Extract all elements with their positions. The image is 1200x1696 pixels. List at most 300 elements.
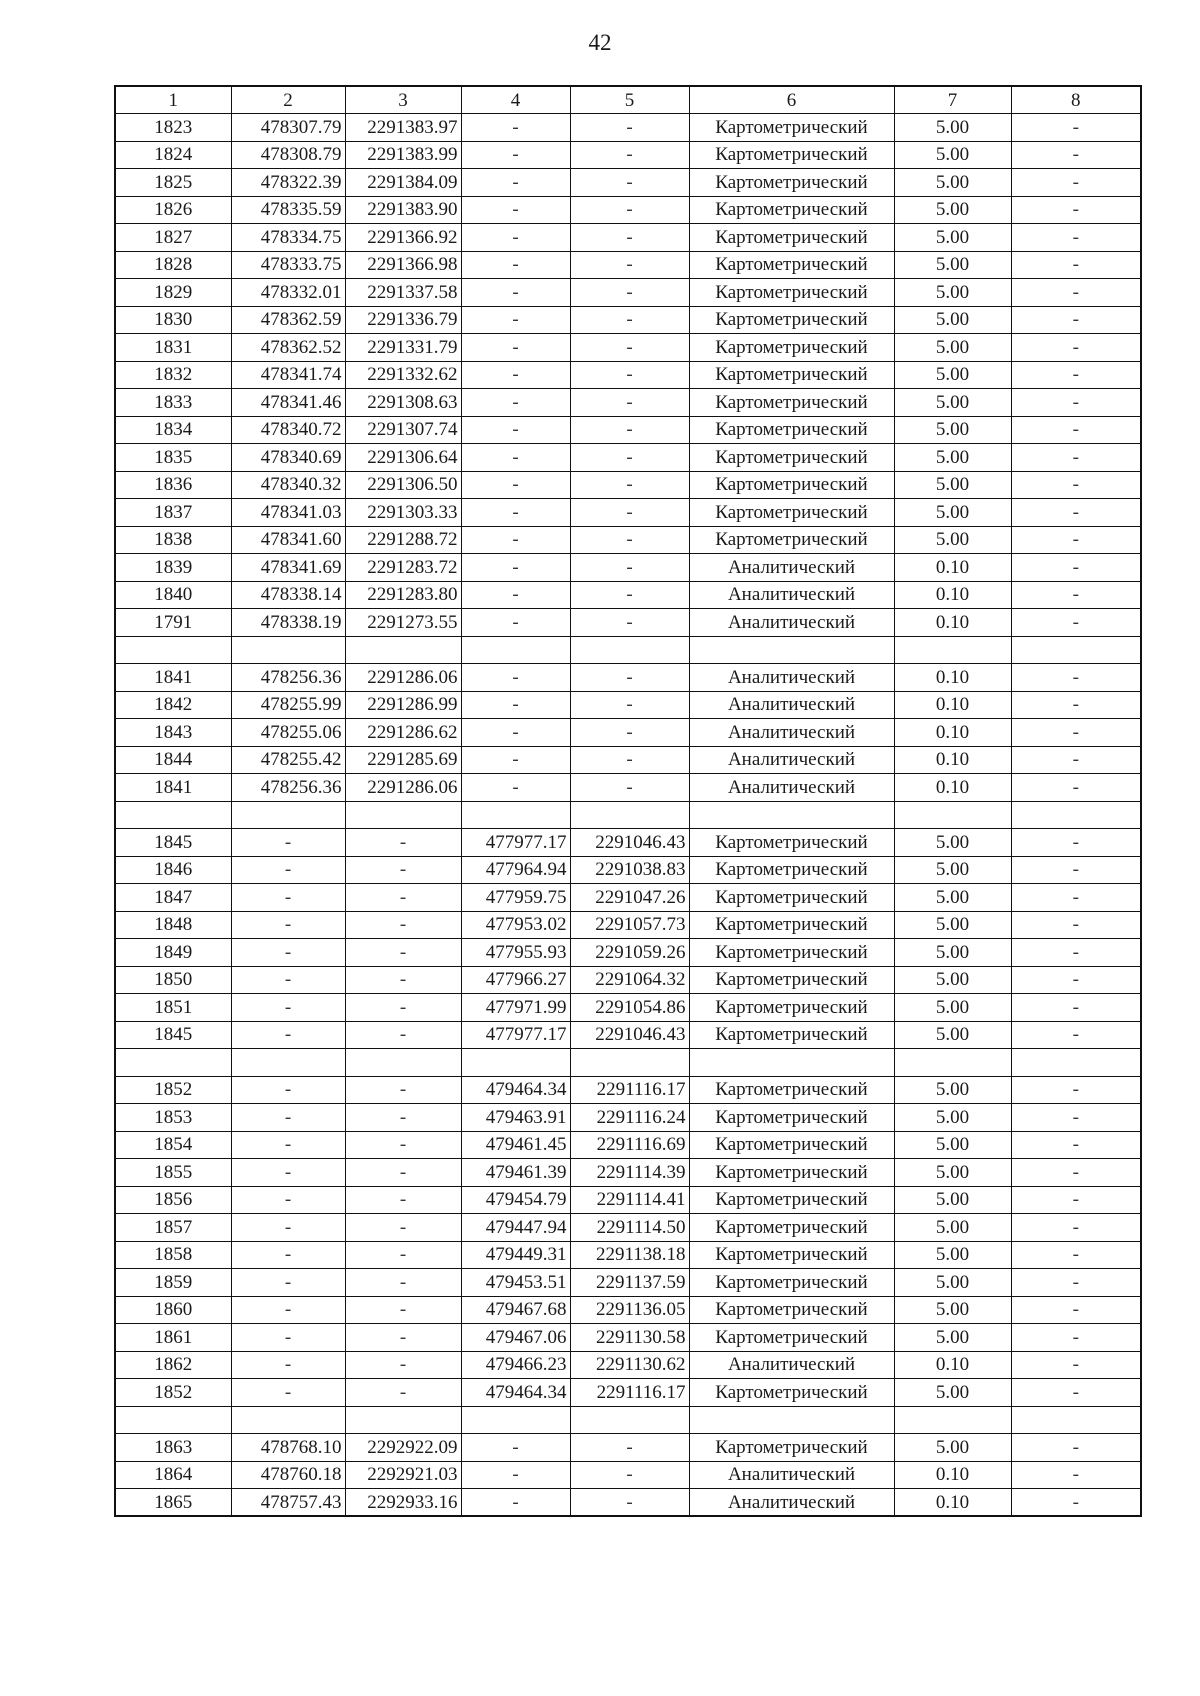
x-coord-cell: - [231,1241,345,1269]
y-new-cell: - [570,526,689,554]
accuracy-cell: 5.00 [894,114,1011,142]
description-cell: - [1011,334,1141,362]
y-new-cell: 2291064.32 [570,966,689,994]
table-row [115,1434,1141,1462]
y-coord-cell: 2291308.63 [345,389,461,417]
y-coord-cell: 2291285.69 [345,746,461,774]
method-cell: Аналитический [689,1489,894,1517]
x-coord-cell: 478333.75 [231,251,345,279]
y-new-cell: - [570,1434,689,1462]
y-coord-cell: 2291286.06 [345,664,461,692]
table-row [115,114,1141,142]
table-row [115,1461,1141,1489]
accuracy-cell: 5.00 [894,361,1011,389]
x-coord-cell: - [231,1324,345,1352]
y-coord-cell [345,801,461,829]
x-new-cell: - [461,1434,570,1462]
point-number-cell: 1851 [115,994,231,1022]
table-row [115,1021,1141,1049]
x-coord-cell: - [231,1186,345,1214]
x-coord-cell: - [231,1269,345,1297]
table-row [115,1269,1141,1297]
y-new-cell: - [570,471,689,499]
y-coord-cell: 2291306.50 [345,471,461,499]
table-row [115,1104,1141,1132]
x-coord-cell: 478338.19 [231,609,345,637]
y-coord-cell: 2291336.79 [345,306,461,334]
x-new-cell: - [461,389,570,417]
point-number-cell: 1857 [115,1214,231,1242]
method-cell: Картометрический [689,141,894,169]
description-cell: - [1011,664,1141,692]
accuracy-cell: 5.00 [894,334,1011,362]
x-coord-cell: 478255.06 [231,719,345,747]
method-cell: Аналитический [689,664,894,692]
y-coord-cell: - [345,1241,461,1269]
description-cell: - [1011,884,1141,912]
point-number-cell: 1858 [115,1241,231,1269]
y-new-cell: - [570,719,689,747]
y-new-cell: - [570,774,689,802]
method-cell: Картометрический [689,251,894,279]
description-cell: - [1011,114,1141,142]
y-coord-cell: 2291383.99 [345,141,461,169]
x-new-cell: 477953.02 [461,911,570,939]
accuracy-cell: 0.10 [894,719,1011,747]
method-cell [689,801,894,829]
method-cell: Картометрический [689,1131,894,1159]
x-coord-cell: 478335.59 [231,196,345,224]
x-new-cell [461,1406,570,1434]
method-cell: Картометрический [689,499,894,527]
y-new-cell: 2291114.39 [570,1159,689,1187]
description-cell: - [1011,1461,1141,1489]
y-coord-cell: - [345,966,461,994]
point-number-cell: 1834 [115,416,231,444]
x-coord-cell: - [231,856,345,884]
table-row [115,664,1141,692]
x-new-cell: - [461,1461,570,1489]
x-coord-cell: 478341.60 [231,526,345,554]
accuracy-cell: 5.00 [894,499,1011,527]
description-cell: - [1011,719,1141,747]
table-row [115,1379,1141,1407]
y-coord-cell: - [345,1076,461,1104]
description-cell: - [1011,966,1141,994]
y-new-cell: - [570,1461,689,1489]
x-coord-cell: 478341.74 [231,361,345,389]
accuracy-cell: 5.00 [894,141,1011,169]
y-new-cell: - [570,746,689,774]
y-coord-cell: - [345,884,461,912]
x-coord-cell: - [231,1076,345,1104]
description-cell: - [1011,251,1141,279]
y-new-cell: - [570,196,689,224]
point-number-cell: 1841 [115,774,231,802]
method-cell: Картометрический [689,1186,894,1214]
coordinates-table [114,85,1142,1517]
x-new-cell: - [461,746,570,774]
accuracy-cell: 5.00 [894,911,1011,939]
accuracy-cell: 5.00 [894,389,1011,417]
y-new-cell: 2291114.41 [570,1186,689,1214]
point-number-cell: 1828 [115,251,231,279]
accuracy-cell: 5.00 [894,169,1011,197]
point-number-cell: 1843 [115,719,231,747]
accuracy-cell: 5.00 [894,1214,1011,1242]
description-cell: - [1011,1351,1141,1379]
accuracy-cell: 5.00 [894,884,1011,912]
y-coord-cell: 2291286.62 [345,719,461,747]
description-cell: - [1011,829,1141,857]
point-number-cell: 1835 [115,444,231,472]
y-new-cell: - [570,141,689,169]
y-new-cell: - [570,581,689,609]
table-row [115,581,1141,609]
y-new-cell: - [570,334,689,362]
description-cell: - [1011,691,1141,719]
y-new-cell: - [570,224,689,252]
x-new-cell: - [461,334,570,362]
table-row [115,141,1141,169]
x-new-cell: - [461,361,570,389]
table-row [115,444,1141,472]
description-cell: - [1011,1131,1141,1159]
method-cell: Картометрический [689,361,894,389]
y-coord-cell: - [345,1104,461,1132]
table-row [115,884,1141,912]
y-new-cell: 2291136.05 [570,1296,689,1324]
y-new-cell: 2291116.17 [570,1379,689,1407]
point-number-cell: 1842 [115,691,231,719]
column-header-3: 3 [345,86,461,114]
x-new-cell: 477964.94 [461,856,570,884]
accuracy-cell: 5.00 [894,1104,1011,1132]
method-cell: Картометрический [689,526,894,554]
accuracy-cell: 0.10 [894,581,1011,609]
table-row [115,251,1141,279]
method-cell: Картометрический [689,389,894,417]
x-new-cell: - [461,719,570,747]
x-coord-cell: 478308.79 [231,141,345,169]
method-cell: Аналитический [689,609,894,637]
table-row [115,829,1141,857]
description-cell: - [1011,994,1141,1022]
y-coord-cell: - [345,829,461,857]
table-row [115,966,1141,994]
y-new-cell: - [570,279,689,307]
accuracy-cell: 5.00 [894,224,1011,252]
x-coord-cell: 478341.69 [231,554,345,582]
y-coord-cell: 2292922.09 [345,1434,461,1462]
point-number-cell: 1826 [115,196,231,224]
y-coord-cell: 2291366.92 [345,224,461,252]
table-row [115,1076,1141,1104]
accuracy-cell: 5.00 [894,1324,1011,1352]
y-new-cell [570,1406,689,1434]
table-spacer-row [115,1049,1141,1077]
y-new-cell: - [570,1489,689,1517]
y-coord-cell: 2292933.16 [345,1489,461,1517]
x-coord-cell [231,636,345,664]
x-new-cell: - [461,554,570,582]
description-cell: - [1011,1076,1141,1104]
table-row [115,1324,1141,1352]
y-new-cell: - [570,664,689,692]
point-number-cell: 1839 [115,554,231,582]
x-coord-cell: - [231,1379,345,1407]
x-new-cell: 479461.45 [461,1131,570,1159]
table-row [115,279,1141,307]
point-number-cell: 1847 [115,884,231,912]
column-header-1: 1 [115,86,231,114]
method-cell: Картометрический [689,279,894,307]
y-coord-cell: - [345,1214,461,1242]
y-coord-cell: - [345,1379,461,1407]
point-number-cell: 1859 [115,1269,231,1297]
y-coord-cell: - [345,911,461,939]
x-new-cell: 479466.23 [461,1351,570,1379]
point-number-cell: 1864 [115,1461,231,1489]
x-new-cell: - [461,471,570,499]
method-cell: Картометрический [689,1269,894,1297]
table-row [115,169,1141,197]
method-cell: Картометрический [689,196,894,224]
point-number-cell: 1829 [115,279,231,307]
x-new-cell: 477959.75 [461,884,570,912]
column-header-4: 4 [461,86,570,114]
x-coord-cell: 478332.01 [231,279,345,307]
y-new-cell: - [570,251,689,279]
x-coord-cell: 478341.03 [231,499,345,527]
x-coord-cell: 478256.36 [231,774,345,802]
point-number-cell: 1825 [115,169,231,197]
x-coord-cell: - [231,1214,345,1242]
description-cell: - [1011,1434,1141,1462]
description-cell: - [1011,526,1141,554]
method-cell: Картометрический [689,829,894,857]
x-new-cell: 479467.68 [461,1296,570,1324]
y-new-cell: 2291046.43 [570,1021,689,1049]
y-new-cell: 2291137.59 [570,1269,689,1297]
method-cell: Аналитический [689,581,894,609]
description-cell: - [1011,554,1141,582]
y-new-cell [570,1049,689,1077]
table-row [115,1489,1141,1517]
table-row [115,1351,1141,1379]
y-coord-cell: 2291286.06 [345,774,461,802]
accuracy-cell: 5.00 [894,829,1011,857]
description-cell: - [1011,1104,1141,1132]
y-coord-cell: 2291337.58 [345,279,461,307]
y-new-cell: - [570,691,689,719]
point-number-cell: 1849 [115,939,231,967]
point-number-cell: 1856 [115,1186,231,1214]
accuracy-cell: 5.00 [894,1379,1011,1407]
y-coord-cell: - [345,939,461,967]
y-coord-cell: 2291332.62 [345,361,461,389]
y-coord-cell: - [345,1186,461,1214]
accuracy-cell: 5.00 [894,1021,1011,1049]
x-new-cell: - [461,691,570,719]
x-coord-cell: 478757.43 [231,1489,345,1517]
point-number-cell: 1831 [115,334,231,362]
y-coord-cell: - [345,1296,461,1324]
y-coord-cell: 2292921.03 [345,1461,461,1489]
description-cell: - [1011,1186,1141,1214]
method-cell: Аналитический [689,719,894,747]
y-new-cell: 2291059.26 [570,939,689,967]
point-number-cell [115,636,231,664]
method-cell [689,1049,894,1077]
table-row [115,939,1141,967]
x-new-cell: - [461,664,570,692]
description-cell: - [1011,1159,1141,1187]
table-row [115,691,1141,719]
accuracy-cell: 5.00 [894,1434,1011,1462]
y-coord-cell: - [345,1269,461,1297]
x-new-cell: - [461,774,570,802]
x-coord-cell: 478307.79 [231,114,345,142]
accuracy-cell: 5.00 [894,1296,1011,1324]
accuracy-cell: 5.00 [894,306,1011,334]
x-coord-cell: - [231,1351,345,1379]
method-cell: Картометрический [689,911,894,939]
y-coord-cell: 2291384.09 [345,169,461,197]
x-coord-cell: 478340.32 [231,471,345,499]
method-cell: Аналитический [689,746,894,774]
y-coord-cell: 2291288.72 [345,526,461,554]
x-new-cell: 477977.17 [461,1021,570,1049]
y-new-cell [570,636,689,664]
y-coord-cell: 2291306.64 [345,444,461,472]
point-number-cell: 1841 [115,664,231,692]
x-coord-cell: 478255.42 [231,746,345,774]
y-coord-cell: 2291307.74 [345,416,461,444]
method-cell: Картометрический [689,1104,894,1132]
x-new-cell: 479453.51 [461,1269,570,1297]
point-number-cell: 1840 [115,581,231,609]
accuracy-cell [894,801,1011,829]
accuracy-cell [894,1049,1011,1077]
y-coord-cell: 2291383.90 [345,196,461,224]
y-new-cell: 2291116.24 [570,1104,689,1132]
method-cell: Аналитический [689,554,894,582]
table-row [115,609,1141,637]
table-row [115,554,1141,582]
x-new-cell [461,801,570,829]
description-cell [1011,636,1141,664]
column-header-6: 6 [689,86,894,114]
method-cell: Картометрический [689,994,894,1022]
description-cell: - [1011,361,1141,389]
table-row [115,1296,1141,1324]
x-new-cell: 477955.93 [461,939,570,967]
point-number-cell: 1848 [115,911,231,939]
method-cell: Картометрический [689,169,894,197]
method-cell: Картометрический [689,856,894,884]
y-new-cell: - [570,609,689,637]
page-number: 42 [588,30,612,55]
x-new-cell: - [461,499,570,527]
y-coord-cell: - [345,1021,461,1049]
y-coord-cell: 2291286.99 [345,691,461,719]
accuracy-cell: 5.00 [894,1159,1011,1187]
x-coord-cell: 478338.14 [231,581,345,609]
x-new-cell: 477966.27 [461,966,570,994]
description-cell: - [1011,746,1141,774]
x-coord-cell [231,1406,345,1434]
point-number-cell: 1855 [115,1159,231,1187]
y-new-cell: 2291038.83 [570,856,689,884]
x-new-cell: - [461,224,570,252]
method-cell: Картометрический [689,884,894,912]
y-coord-cell: - [345,856,461,884]
accuracy-cell: 0.10 [894,1351,1011,1379]
y-new-cell [570,801,689,829]
x-new-cell: 479463.91 [461,1104,570,1132]
point-number-cell: 1833 [115,389,231,417]
description-cell: - [1011,609,1141,637]
table-row [115,856,1141,884]
y-new-cell: 2291057.73 [570,911,689,939]
y-new-cell: 2291130.62 [570,1351,689,1379]
description-cell: - [1011,939,1141,967]
method-cell: Картометрический [689,939,894,967]
method-cell: Картометрический [689,1159,894,1187]
x-new-cell: - [461,169,570,197]
point-number-cell: 1861 [115,1324,231,1352]
point-number-cell: 1863 [115,1434,231,1462]
description-cell [1011,801,1141,829]
x-coord-cell [231,801,345,829]
accuracy-cell: 0.10 [894,554,1011,582]
accuracy-cell: 0.10 [894,1489,1011,1517]
y-new-cell: 2291047.26 [570,884,689,912]
x-coord-cell: 478340.72 [231,416,345,444]
accuracy-cell: 0.10 [894,1461,1011,1489]
table-row [115,1241,1141,1269]
x-coord-cell: - [231,1104,345,1132]
table-row [115,1159,1141,1187]
description-cell: - [1011,224,1141,252]
x-coord-cell: 478362.59 [231,306,345,334]
point-number-cell: 1838 [115,526,231,554]
method-cell: Картометрический [689,224,894,252]
accuracy-cell: 5.00 [894,856,1011,884]
accuracy-cell: 5.00 [894,279,1011,307]
point-number-cell: 1852 [115,1076,231,1104]
accuracy-cell [894,636,1011,664]
x-coord-cell [231,1049,345,1077]
description-cell: - [1011,141,1141,169]
method-cell: Аналитический [689,1351,894,1379]
x-new-cell: 477977.17 [461,829,570,857]
description-cell: - [1011,581,1141,609]
column-header-2: 2 [231,86,345,114]
x-coord-cell: 478760.18 [231,1461,345,1489]
table-row [115,334,1141,362]
method-cell: Картометрический [689,1434,894,1462]
accuracy-cell: 0.10 [894,664,1011,692]
x-coord-cell: 478341.46 [231,389,345,417]
point-number-cell: 1846 [115,856,231,884]
y-new-cell: 2291054.86 [570,994,689,1022]
accuracy-cell: 5.00 [894,966,1011,994]
method-cell: Картометрический [689,1296,894,1324]
method-cell: Картометрический [689,334,894,362]
description-cell: - [1011,306,1141,334]
